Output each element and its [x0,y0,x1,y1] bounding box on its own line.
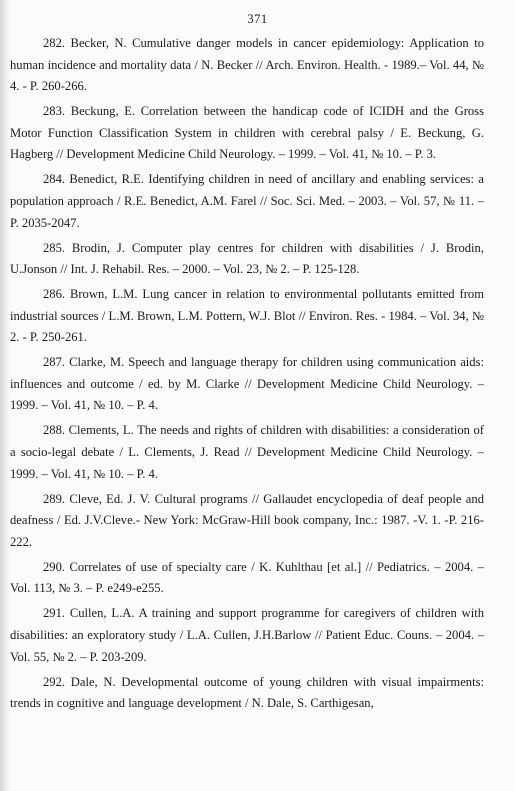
reference-entry-283: 283. Beckung, E. Correlation between the handicap code of ICIDH and the Gross Motor Function Classification System in children with cerebral palsy / E. Beckung, G. Hagberg // Development Medicine Child Neurology. – 1999. – Vol. 41, № 10. – P. 3. [10,104,484,162]
reference-entry-290: 290. Correlates of use of specialty care / K. Kuhlthau [et al.] // Pediatrics. – 2004. – Vol. 113, № 3. – P. e249-e255. [10,559,484,596]
reference-entry-292: 292. Dale, N. Developmental outcome of young children with visual impairments: trends in cognitive and language development / N. Dale, S. Carthigesan, [10,674,484,711]
reference-entry-288: 288. Clements, L. The needs and rights of children with disabilities: a consideration of a socio-legal debate / L. Clements, J. Read // Development Medicine Child Neurology. – 1999. – Vol. 41, № 10. – P. 4. [10,423,484,481]
reference-entry-291: 291. Cullen, L.A. A training and support programme for caregivers of children with disabilities: an exploratory study / L.A. Cullen, J.H.Barlow // Patient Educ. Couns. – 2004. – Vol. 55, № 2. – P. 203-209. [10,606,484,664]
reference-entry-289: 289. Cleve, Ed. J. V. Cultural programs // Gallaudet encyclopedia of deaf people and deafness / Ed. J.V.Cleve.- New York: McGraw-Hill book company, Inc.: 1987. -V. 1. -P. 216-222. [10,491,484,549]
reference-entry-282: 282. Becker, N. Cumulative danger models in cancer epidemiology: Application to human incidence and mortality data / N. Becker // Arch. Environ. Health. - 1989.– Vol. 44, № 4. - P. 260-266. [10,36,484,94]
reference-entry-287: 287. Clarke, M. Speech and language therapy for children using communication aids: influences and outcome / ed. by M. Clarke // Development Medicine Child Neurology. – 1999. – Vol. 41, № 10. – P. 4. [10,355,484,413]
reference-list [10,33,484,715]
page-number: 371 [247,12,268,26]
binding-shadow [0,0,10,791]
reference-entry-286: 286. Brown, L.M. Lung cancer in relation to environmental pollutants emitted from industrial sources / L.M. Brown, L.M. Pottern, W.J. Blot // Environ. Res. - 1984. – Vol. 34, № 2. - P. 250-261. [10,287,484,345]
reference-entry-284: 284. Benedict, R.E. Identifying children in need of ancillary and enabling services: a population approach / R.E. Benedict, A.M. Farel // Soc. Sci. Med. – 2003. – Vol. 57, № 11. – P. 2035-2047. [10,172,484,230]
reference-entry-285: 285. Brodin, J. Computer play centres for children with disabilities / J. Brodin, U.Jonson // Int. J. Rehabil. Res. – 2000. – Vol. 23, № 2. – P. 125-128. [10,240,484,277]
